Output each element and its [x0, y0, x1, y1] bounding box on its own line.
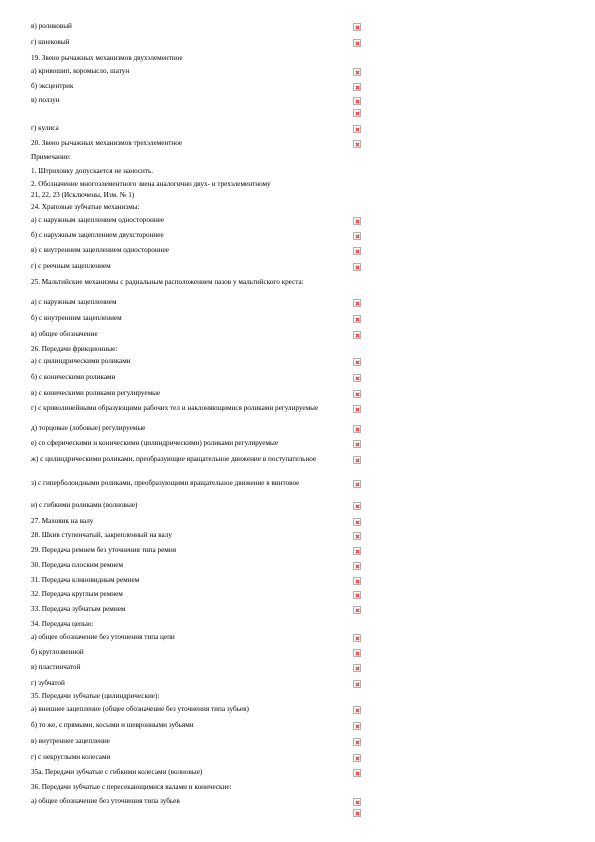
doc-line: б) эксцентрик: [31, 82, 74, 90]
doc-line: г) шнековый: [31, 38, 70, 46]
doc-line: 1. Штриховку допускается не наносить.: [31, 167, 154, 175]
doc-line: 28. Шкив ступенчатый, закрепленный на валу: [31, 531, 172, 539]
broken-image-icon: [353, 532, 361, 540]
doc-line: д) торцовые (лобовые) регулируемые: [31, 424, 146, 432]
broken-image-icon: [353, 634, 361, 642]
broken-image-icon: [353, 769, 361, 777]
doc-line: 34. Передача цепью:: [31, 620, 94, 628]
broken-image-icon: [353, 217, 361, 225]
broken-image-icon: [353, 722, 361, 730]
doc-line: 32. Передача круглым ремнем: [31, 590, 123, 598]
broken-image-icon: [353, 68, 361, 76]
doc-line: в) с коническими роликами регулируемые: [31, 389, 161, 397]
broken-image-icon: [353, 315, 361, 323]
doc-line: 35. Передачи зубчатые (цилиндрические):: [31, 692, 160, 700]
broken-image-icon: [353, 606, 361, 614]
doc-line: а) внешнее зацепление (общее обозначение без уточнения типа зубьев): [31, 705, 249, 713]
doc-line: и) с гибкими роликами (волновые): [31, 501, 138, 509]
doc-line: б) круглозвенной: [31, 648, 84, 656]
broken-image-icon: [353, 706, 361, 714]
broken-image-icon: [353, 480, 361, 488]
doc-line: в) пластинчатой: [31, 663, 81, 671]
doc-line: г) кулиса: [31, 124, 59, 132]
doc-line: а) с цилиндрическими роликами: [31, 357, 131, 365]
doc-line: 20. Звено рычажных механизмов трехэлементное: [31, 139, 183, 147]
doc-line: в) ползун: [31, 96, 60, 104]
broken-image-icon: [353, 140, 361, 148]
doc-line: а) кривошип, коромысло, шатун: [31, 67, 130, 75]
broken-image-icon: [353, 405, 361, 413]
doc-line: 30. Передача плоским ремнем: [31, 561, 124, 569]
broken-image-icon: [353, 754, 361, 762]
doc-line: б) с наружным зацеплением двухстороннее: [31, 231, 164, 239]
broken-image-icon: [353, 425, 361, 433]
broken-image-icon: [353, 798, 361, 806]
broken-image-icon: [353, 83, 361, 91]
doc-line: Примечание:: [31, 153, 71, 161]
doc-line: 27. Маховик на валу: [31, 517, 94, 525]
doc-line: 31. Передача клиновидным ремнем: [31, 576, 140, 584]
doc-line: г) с некруглыми колесами: [31, 753, 111, 761]
broken-image-icon: [353, 23, 361, 31]
broken-image-icon: [353, 649, 361, 657]
broken-image-icon: [353, 97, 361, 105]
broken-image-icon: [353, 232, 361, 240]
broken-image-icon: [353, 591, 361, 599]
broken-image-icon: [353, 247, 361, 255]
doc-line: в) роликовый: [31, 22, 72, 30]
broken-image-icon: [353, 125, 361, 133]
doc-line: 29. Передача ремнем без уточнения типа ремня: [31, 546, 177, 554]
doc-line: 2. Обозначение многоэлементного звена аналогично двух- и трехэлементному: [31, 180, 271, 188]
broken-image-icon: [353, 738, 361, 746]
broken-image-icon: [353, 299, 361, 307]
doc-line: 33. Передача зубчатым ремнем: [31, 605, 126, 613]
broken-image-icon: [353, 39, 361, 47]
doc-line: 19. Звено рычажных механизмов двухэлементное: [31, 54, 183, 62]
doc-line: 25. Мальтийские механизмы с радиальным расположением пазов у мальтийского креста:: [31, 278, 304, 286]
doc-line: 36. Передачи зубчатые с пересекающимися валами и конические:: [31, 783, 232, 791]
broken-image-icon: [353, 390, 361, 398]
doc-line: г) зубчатой: [31, 679, 65, 687]
doc-line: а) общее обозначение без уточнения типа зубьев: [31, 797, 180, 805]
doc-line: ж) с цилиндрическими роликами, преобразующие вращательное движение в поступательное: [31, 455, 317, 463]
broken-image-icon: [353, 664, 361, 672]
broken-image-icon: [353, 358, 361, 366]
broken-image-icon: [353, 374, 361, 382]
broken-image-icon: [353, 562, 361, 570]
doc-line: 24. Храповые зубчатые механизмы:: [31, 203, 140, 211]
broken-image-icon: [353, 456, 361, 464]
broken-image-icon: [353, 518, 361, 526]
broken-image-icon: [353, 502, 361, 510]
broken-image-icon: [353, 680, 361, 688]
broken-image-icon: [353, 577, 361, 585]
doc-line: а) с наружным зацеплением одностороннее: [31, 216, 165, 224]
doc-line: в) общее обозначение: [31, 330, 98, 338]
doc-line: в) с внутренним зацеплением одностороннее: [31, 246, 169, 254]
broken-image-icon: [353, 109, 361, 117]
doc-line: а) с наружным зацеплением: [31, 298, 117, 306]
doc-line: 21, 22, 23 (Исключены, Изм. № 1): [31, 191, 135, 199]
doc-line: г) с криволинейными образующими рабочих тел и наклоняющимися роликами регулируемые: [31, 404, 319, 412]
doc-line: а) общее обозначение без уточнения типа цепи: [31, 633, 175, 641]
doc-line: е) со сферическими и коническими (цилиндрическими) роликами регулируемые: [31, 439, 279, 447]
doc-line: в) внутреннее зацепление: [31, 737, 110, 745]
doc-line: б) то же, с прямыми, косыми и шевронными зубьями: [31, 721, 194, 729]
doc-line: 26. Передачи фрикционные:: [31, 345, 118, 353]
broken-image-icon: [353, 547, 361, 555]
broken-image-icon: [353, 331, 361, 339]
broken-image-icon: [353, 440, 361, 448]
doc-line: г) с реечным зацеплением: [31, 262, 111, 270]
broken-image-icon: [353, 263, 361, 271]
doc-line: з) с гиперболоидными роликами, преобразующими вращательное движение в винтовое: [31, 479, 300, 487]
doc-line: б) с внутренним зацеплением: [31, 314, 122, 322]
doc-line: б) с коническими роликами: [31, 373, 116, 381]
doc-line: 35а. Передачи зубчатые с гибкими колесами (волновые): [31, 768, 203, 776]
broken-image-icon: [353, 809, 361, 817]
